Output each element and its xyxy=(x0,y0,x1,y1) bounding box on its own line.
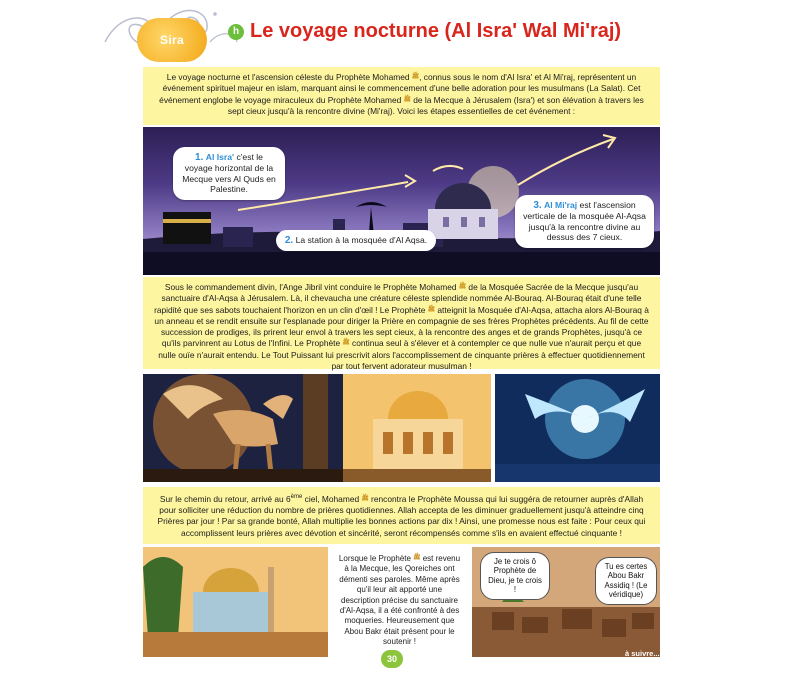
narrative-text: Sous le commandement divin, l'Ange Jibril vint conduire le Prophète Mohamed $^ﷺ$ de la Mosquée Sacrée de la Mecque jusqu'au sanctuaire d'Al-Aqsa à Jérusalem. Là, il chevaucha une créature céleste splendide nommée Al-Bouraq. Al-Bouraq était d'une telle rapidité que ses sabots touchaient l'horizon en un clin d'œil ! Le Prophète $^ﷺ$ atteignit la Mosquée d'Al-Aqsa, attacha alors Al-Bouraq à un anneau et se rendit ensuite sur l'esplanade pour diriger la Prière en compagnie de ses frères Prophètes précédents. Au fil de cette succession de prodiges, ils prirent leur envol à travers les sept cieux, à la rencontre des anges et de grands Prophètes, jusqu'à ce qu'ils parvinrent au Lotus de l'Infini. Le Prophète $^ﷺ$ continua seul à s'élever et à contempler ce que nulle vue n'aurait perçu et que nulle ouïe n'aurait entendu. Le Tout Puissant lui prescrivit alors l'accomplissement de cinquante prières à effectuer quotidiennement par tout fervent adorateur musulman ! xyxy=(154,282,649,372)
return-panel xyxy=(143,487,660,544)
mecca-return-text: Lorsque le Prophète $^ﷺ$ est revenu à la Mecque, les Qoreiches ont démenti ses paroles. Même après qu'il leur ait apporté une description précise du sanctuaire d'Al-Aqsa, il a été confronté à des moqueries. Heureusement que Abou Bakr était présent pour le soutenir ! xyxy=(332,547,467,663)
al-aqsa-image xyxy=(343,374,491,482)
narrative-panel xyxy=(143,277,660,372)
pbuh-mark: ﷺ xyxy=(413,555,421,561)
step-1-bubble: 1. Al Isra' c'est le voyage horizontal de la Mecque vers Al Quds en Palestine. xyxy=(173,147,285,200)
kaaba-icon xyxy=(163,212,211,244)
return-text: Sur le chemin du retour, arrivé au 6ème ciel, Mohamed $^ﷺ$ rencontra le Prophète Moussa qui lui suggéra de retourner auprès d'Allah pour solliciter une réduction du nombre de prières quotidiennes. Allah accepta de les diminuer graduellement jusqu'à atteindre cinq Prières par jour ! Par sa grande bonté, Allah multiplie les bonnes actions par dix ! Ainsi, une promesse nous est faite : Pour ceux qui accomplissent leurs prières avec dévotion et sincérité, seront récompensés comme s'ils en avaient effectué cinquante ! xyxy=(157,493,646,538)
title-row xyxy=(228,20,621,43)
page-title: Le voyage nocturne (Al Isra' Wal Mi'raj) xyxy=(250,20,622,42)
intro-panel xyxy=(143,67,660,125)
pbuh-mark: ﷺ xyxy=(403,96,411,103)
pbuh-mark: ﷺ xyxy=(411,74,420,80)
intro-text: Le voyage nocturne et l'ascension céleste du Prophète Mohamed $^ﷺ$, connus sous le nom d'Al Isra' et Al Mi'raj, représentent un événement spirituel majeur en islam, marquant ainsi le commencement d'une belle adoration pour les musulmans (La Salat). Cet événement englobe le voyage miraculeux du Prophète Mohamed $^ﷺ$ de la Mecque à Jérusalem (Isra') et son élévation à travers les sept cieux jusqu'à la rencontre divine (Mi'raj). Voici les étapes essentielles de cet événement : xyxy=(159,72,644,116)
hadith-icon: h xyxy=(228,24,244,40)
step-2-bubble: 2. La station à la mosquée d'Al Aqsa. xyxy=(276,230,436,251)
pbuh-mark: ﷺ xyxy=(458,284,467,290)
pbuh-mark: ﷺ xyxy=(342,340,350,347)
pbuh-mark: ﷺ xyxy=(427,306,436,313)
sira-badge: Sira xyxy=(137,18,207,62)
journey-scene xyxy=(143,127,660,275)
page-number: 30 xyxy=(381,650,403,668)
dome-of-rock-image xyxy=(143,547,328,657)
ascension-image xyxy=(495,374,660,482)
to-be-continued: à suivre... xyxy=(625,649,660,658)
step-3-bubble: 3. Al Mi'raj est l'ascension verticale de la mosquée Al-Aqsa jusqu'à la rencontre divine au dessus des 7 cieux. xyxy=(515,195,654,248)
speech-bubble-prophet: Tu es certes Abou Bakr Assidiq ! (Le véridique) xyxy=(595,557,657,605)
buraq-image xyxy=(143,374,343,482)
speech-bubble-abou-bakr: Je te crois ô Prophète de Dieu, je te crois ! xyxy=(480,552,550,600)
pbuh-mark: ﷺ xyxy=(361,495,369,502)
